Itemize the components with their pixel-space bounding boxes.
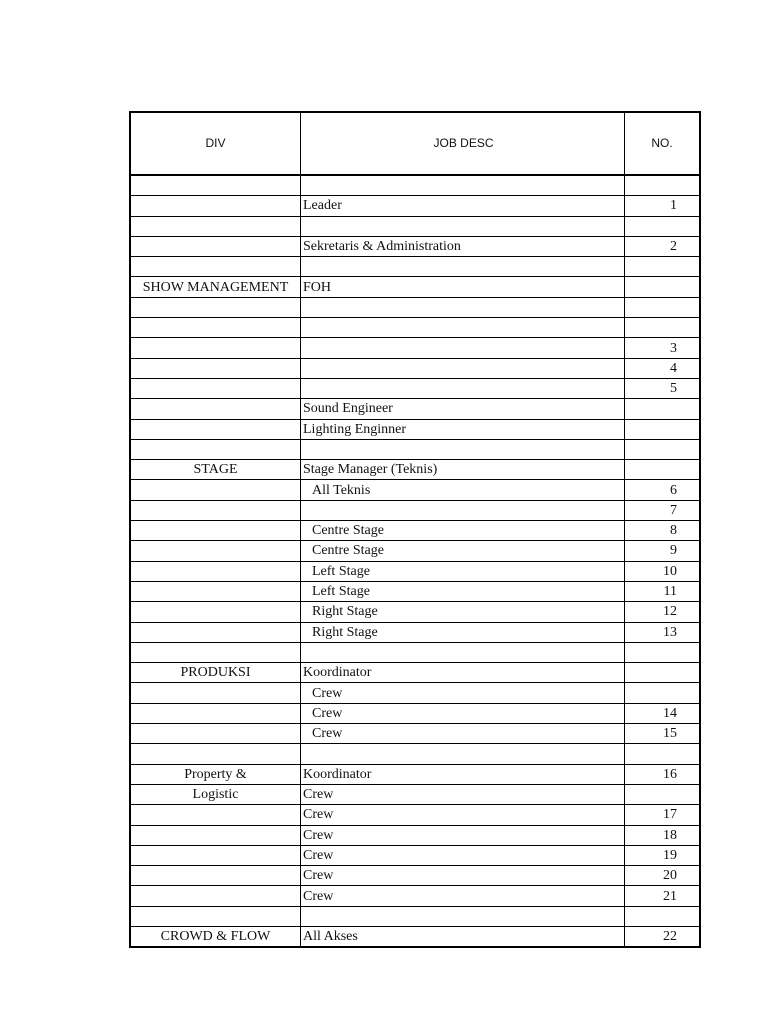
div-cell: [130, 439, 301, 459]
job-desc-cell: [301, 439, 625, 459]
number-cell: [625, 297, 701, 317]
number-cell: [625, 439, 701, 459]
div-cell: [130, 257, 301, 277]
number-cell: 17: [625, 805, 701, 825]
div-cell: [130, 561, 301, 581]
job-desc-cell: All Akses: [301, 926, 625, 947]
job-desc-cell: [301, 906, 625, 926]
div-cell: [130, 318, 301, 338]
number-cell: 10: [625, 561, 701, 581]
job-desc-cell: Crew: [301, 724, 625, 744]
job-desc-cell: FOH: [301, 277, 625, 297]
job-desc-cell: [301, 257, 625, 277]
number-cell: 16: [625, 764, 701, 784]
table-row: [130, 622, 700, 642]
job-desc-cell: [301, 642, 625, 662]
number-cell: 4: [625, 358, 701, 378]
table-row: [130, 845, 700, 865]
table-row: [130, 581, 700, 601]
div-cell: [130, 236, 301, 256]
div-cell: [130, 196, 301, 216]
table-row: [130, 175, 700, 196]
number-cell: [625, 318, 701, 338]
div-cell: CROWD & FLOW: [130, 926, 301, 947]
number-cell: 18: [625, 825, 701, 845]
table-row: [130, 886, 700, 906]
div-cell: Property &: [130, 764, 301, 784]
job-desc-cell: Koordinator: [301, 764, 625, 784]
job-desc-cell: Centre Stage: [301, 541, 625, 561]
number-cell: [625, 277, 701, 297]
job-desc-cell: [301, 338, 625, 358]
table-row: [130, 663, 700, 683]
header-row: [130, 112, 700, 175]
table-row: [130, 358, 700, 378]
div-cell: Logistic: [130, 784, 301, 804]
number-cell: [625, 906, 701, 926]
number-cell: [625, 784, 701, 804]
number-cell: 9: [625, 541, 701, 561]
table-row: [130, 926, 700, 947]
number-cell: 14: [625, 703, 701, 723]
number-cell: 11: [625, 581, 701, 601]
div-cell: [130, 399, 301, 419]
number-cell: [625, 399, 701, 419]
number-cell: [625, 663, 701, 683]
job-desc-cell: Koordinator: [301, 663, 625, 683]
div-cell: [130, 500, 301, 520]
job-desc-cell: Crew: [301, 703, 625, 723]
number-cell: 1: [625, 196, 701, 216]
div-cell: [130, 358, 301, 378]
number-cell: 19: [625, 845, 701, 865]
table-row: [130, 825, 700, 845]
div-cell: [130, 744, 301, 764]
div-cell: [130, 825, 301, 845]
table-row: [130, 338, 700, 358]
number-cell: [625, 683, 701, 703]
number-cell: 8: [625, 521, 701, 541]
number-cell: 20: [625, 866, 701, 886]
job-desc-cell: Crew: [301, 784, 625, 804]
header-div: DIV: [130, 112, 301, 175]
div-cell: [130, 175, 301, 196]
number-cell: 13: [625, 622, 701, 642]
div-cell: [130, 581, 301, 601]
table-row: [130, 764, 700, 784]
job-desc-cell: Crew: [301, 886, 625, 906]
job-desc-cell: [301, 318, 625, 338]
table-row: [130, 642, 700, 662]
job-desc-cell: [301, 358, 625, 378]
div-cell: [130, 338, 301, 358]
number-cell: [625, 642, 701, 662]
number-cell: [625, 460, 701, 480]
table-row: [130, 277, 700, 297]
div-cell: [130, 419, 301, 439]
table-row: [130, 297, 700, 317]
job-desc-cell: [301, 175, 625, 196]
table-row: [130, 805, 700, 825]
number-cell: 7: [625, 500, 701, 520]
number-cell: [625, 175, 701, 196]
table-row: [130, 500, 700, 520]
job-desc-cell: Crew: [301, 845, 625, 865]
table-row: [130, 521, 700, 541]
div-cell: [130, 216, 301, 236]
table-row: [130, 744, 700, 764]
div-cell: [130, 642, 301, 662]
table-row: [130, 257, 700, 277]
number-cell: 21: [625, 886, 701, 906]
number-cell: 6: [625, 480, 701, 500]
table-row: [130, 866, 700, 886]
div-cell: [130, 541, 301, 561]
table-row: [130, 460, 700, 480]
job-desc-cell: All Teknis: [301, 480, 625, 500]
table-row: [130, 480, 700, 500]
job-desc-cell: Crew: [301, 805, 625, 825]
div-cell: [130, 480, 301, 500]
div-cell: [130, 622, 301, 642]
div-cell: [130, 521, 301, 541]
table-row: [130, 378, 700, 398]
job-desc-cell: Right Stage: [301, 602, 625, 622]
number-cell: [625, 744, 701, 764]
header-no: NO.: [625, 112, 701, 175]
number-cell: 5: [625, 378, 701, 398]
table-row: [130, 683, 700, 703]
table-row: [130, 724, 700, 744]
number-cell: 15: [625, 724, 701, 744]
table-row: [130, 419, 700, 439]
job-desc-cell: [301, 216, 625, 236]
div-cell: [130, 805, 301, 825]
table-row: [130, 906, 700, 926]
div-cell: [130, 378, 301, 398]
table-row: [130, 784, 700, 804]
job-description-table: [129, 111, 701, 948]
div-cell: [130, 886, 301, 906]
job-desc-cell: Right Stage: [301, 622, 625, 642]
table-row: [130, 439, 700, 459]
table-row: [130, 196, 700, 216]
table-row: [130, 602, 700, 622]
table-row: [130, 216, 700, 236]
job-desc-cell: [301, 744, 625, 764]
job-desc-cell: Crew: [301, 683, 625, 703]
job-desc-cell: Stage Manager (Teknis): [301, 460, 625, 480]
table-row: [130, 541, 700, 561]
job-desc-cell: Sound Engineer: [301, 399, 625, 419]
job-desc-cell: Leader: [301, 196, 625, 216]
table-row: [130, 236, 700, 256]
job-desc-cell: [301, 297, 625, 317]
div-cell: [130, 703, 301, 723]
number-cell: 22: [625, 926, 701, 947]
div-cell: [130, 602, 301, 622]
div-cell: [130, 906, 301, 926]
div-cell: PRODUKSI: [130, 663, 301, 683]
job-desc-cell: [301, 500, 625, 520]
div-cell: [130, 866, 301, 886]
header-job-desc: JOB DESC: [301, 112, 625, 175]
number-cell: 3: [625, 338, 701, 358]
div-cell: [130, 845, 301, 865]
table-row: [130, 318, 700, 338]
number-cell: 12: [625, 602, 701, 622]
job-desc-cell: [301, 378, 625, 398]
number-cell: 2: [625, 236, 701, 256]
number-cell: [625, 216, 701, 236]
number-cell: [625, 257, 701, 277]
job-desc-cell: Sekretaris & Administration: [301, 236, 625, 256]
div-cell: [130, 683, 301, 703]
div-cell: SHOW MANAGEMENT: [130, 277, 301, 297]
table-row: [130, 703, 700, 723]
job-desc-cell: Centre Stage: [301, 521, 625, 541]
div-cell: [130, 724, 301, 744]
job-desc-cell: Left Stage: [301, 561, 625, 581]
div-cell: STAGE: [130, 460, 301, 480]
table-body: [130, 175, 700, 947]
number-cell: [625, 419, 701, 439]
job-desc-cell: Left Stage: [301, 581, 625, 601]
div-cell: [130, 297, 301, 317]
table-row: [130, 399, 700, 419]
job-desc-cell: Crew: [301, 866, 625, 886]
job-desc-cell: Crew: [301, 825, 625, 845]
job-desc-cell: Lighting Enginner: [301, 419, 625, 439]
table-row: [130, 561, 700, 581]
